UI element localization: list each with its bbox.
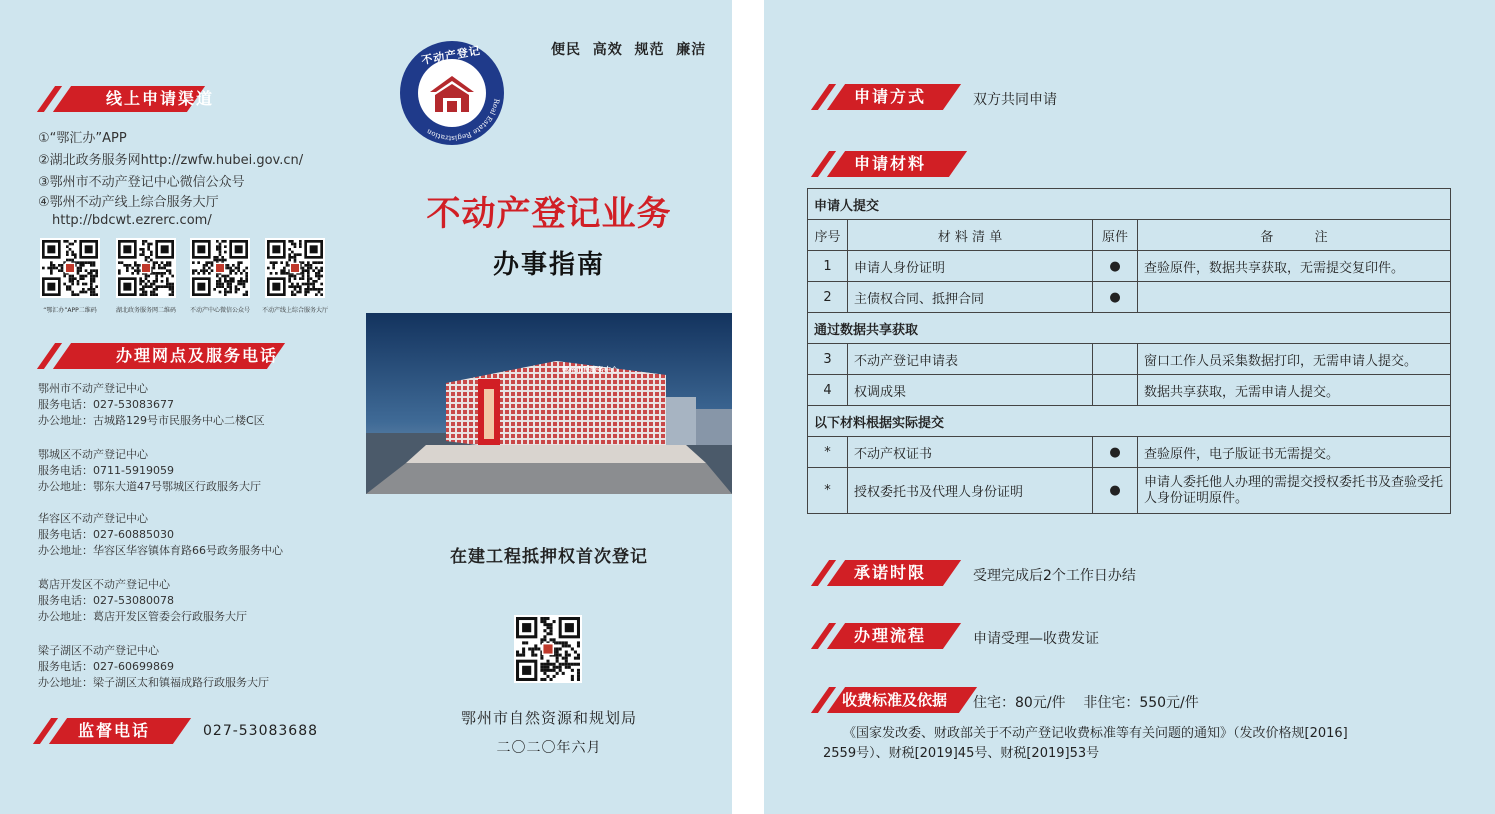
cover-subtitle: 办事指南 (492, 250, 605, 280)
office-block (38, 643, 269, 691)
office-address: 办公地址：葛店开发区管委会行政服务大厅 (38, 610, 247, 623)
offices-banner: 办理网点及服务电话 (38, 343, 280, 369)
supervise-banner: 监督电话 (34, 718, 186, 744)
table-section-row: 通过数据共享获取 (808, 313, 1451, 344)
online-item: ①“鄂汇办”APP (38, 131, 127, 146)
office-address: 办公地址：梁子湖区太和镇福成路行政服务大厅 (38, 676, 269, 689)
col-header: 材 料 清 单 (848, 220, 1093, 251)
qr-code-online-hall (265, 238, 325, 298)
table-row: 2 主债权合同、抵押合同 ● (808, 282, 1451, 313)
qr-caption: 不动产中心微信公众号 (189, 307, 250, 314)
office-name: 鄂州市不动产登记中心 (38, 382, 148, 395)
cover-title: 不动产登记业务 (426, 194, 672, 234)
office-phone: 服务电话：027-60885030 (38, 528, 174, 541)
office-address: 办公地址：古城路129号市民服务中心二楼C区 (38, 414, 265, 427)
materials-banner: 申请材料 (812, 151, 962, 177)
issue-date: 二〇二〇年六月 (496, 740, 602, 756)
online-item[interactable]: ②湖北政务服务网http://zwfw.hubei.gov.cn/ (38, 153, 304, 168)
organization: 鄂州市自然资源和规划局 (460, 709, 637, 727)
slogan: 便民 高效 规范 廉洁 (551, 42, 707, 58)
flow-value: 申请受理—收费发证 (973, 631, 1099, 647)
office-block (38, 511, 283, 559)
office-phone: 服务电话：0711-5919059 (38, 464, 174, 477)
table-header-row (808, 220, 1451, 251)
fee-value: 住宅：80元/件 非住宅：550元/件 (973, 695, 1199, 711)
qr-code-hubei-zwfw (116, 238, 176, 298)
business-name: 在建工程抵押权首次登记 (450, 547, 648, 567)
office-phone: 服务电话：027-60699869 (38, 660, 174, 673)
office-name: 葛店开发区不动产登记中心 (38, 578, 170, 591)
office-phone: 服务电话：027-53083677 (38, 398, 174, 411)
office-name: 鄂城区不动产登记中心 (38, 448, 148, 461)
office-block (38, 381, 265, 429)
table-row: 3 不动产登记申请表 窗口工作人员采集数据打印，无需申请人提交。 (808, 344, 1451, 375)
qr-caption: 湖北政务服务网二维码 (115, 307, 176, 314)
online-channel-banner: 线上申请渠道 (38, 86, 200, 112)
supervise-phone: 027-53083688 (203, 723, 319, 739)
svg-text:Real Estate Registration: Real Estate Registration (425, 98, 501, 143)
building-sign: 鄂州市民服务中心 (562, 366, 618, 374)
qr-caption: 不动产线上综合服务大厅 (261, 307, 328, 314)
office-name: 华容区不动产登记中心 (38, 512, 148, 525)
office-block (38, 447, 261, 495)
time-banner: 承诺时限 (812, 560, 956, 586)
fee-basis-line1: 《国家发改委、财政部关于不动产登记收费标准等有关问题的通知》（发改价格规[2016] (843, 726, 1348, 741)
fee-banner: 收费标准及依据 (812, 687, 972, 713)
col-header: 序号 (808, 220, 848, 251)
online-channel-list (38, 128, 303, 230)
office-block (38, 577, 247, 625)
office-name: 梁子湖区不动产登记中心 (38, 644, 159, 657)
method-banner: 申请方式 (812, 84, 956, 110)
office-phone: 服务电话：027-53080078 (38, 594, 174, 607)
table-row: * 授权委托书及代理人身份证明 ● 申请人委托他人办理的需提交授权委托书及查验受托人身份证明原件。 (808, 468, 1451, 514)
qr-code-ehuiban (40, 238, 100, 298)
online-item: ④鄂州不动产线上综合服务大厅 (38, 195, 219, 210)
table-row: * 不动产权证书 ● 查验原件，电子版证书无需提交。 (808, 437, 1451, 468)
method-value: 双方共同申请 (973, 92, 1057, 108)
qr-code-cover (514, 615, 582, 683)
office-address: 办公地址：鄂东大道47号鄂城区行政服务大厅 (38, 480, 261, 493)
time-value: 受理完成后2个工作日办结 (973, 568, 1136, 584)
online-item-url[interactable]: http://bdcwt.ezrerc.com/ (52, 213, 212, 228)
building-image (366, 313, 732, 494)
table-row: 1 申请人身份证明 ● 查验原件，数据共享获取，无需提交复印件。 (808, 251, 1451, 282)
col-header: 原件 (1093, 220, 1138, 251)
table-row: 4 权调成果 数据共享获取，无需申请人提交。 (808, 375, 1451, 406)
table-section-row: 以下材料根据实际提交 (808, 406, 1451, 437)
col-header: 备 注 (1138, 220, 1451, 251)
online-item: ③鄂州市不动产登记中心微信公众号 (38, 175, 245, 190)
qr-caption: “鄂汇办”APP二维码 (43, 307, 97, 314)
logo-top-text: 不动产登记 (420, 43, 482, 68)
office-address: 办公地址：华容区华容镇体育路66号政务服务中心 (38, 544, 283, 557)
qr-code-wechat (190, 238, 250, 298)
flow-banner: 办理流程 (812, 623, 956, 649)
table-section-row: 申请人提交 (808, 189, 1451, 220)
fee-basis-line2: 2559号）、财税[2019]45号、财税[2019]53号 (823, 746, 1100, 761)
materials-table (807, 188, 1451, 514)
